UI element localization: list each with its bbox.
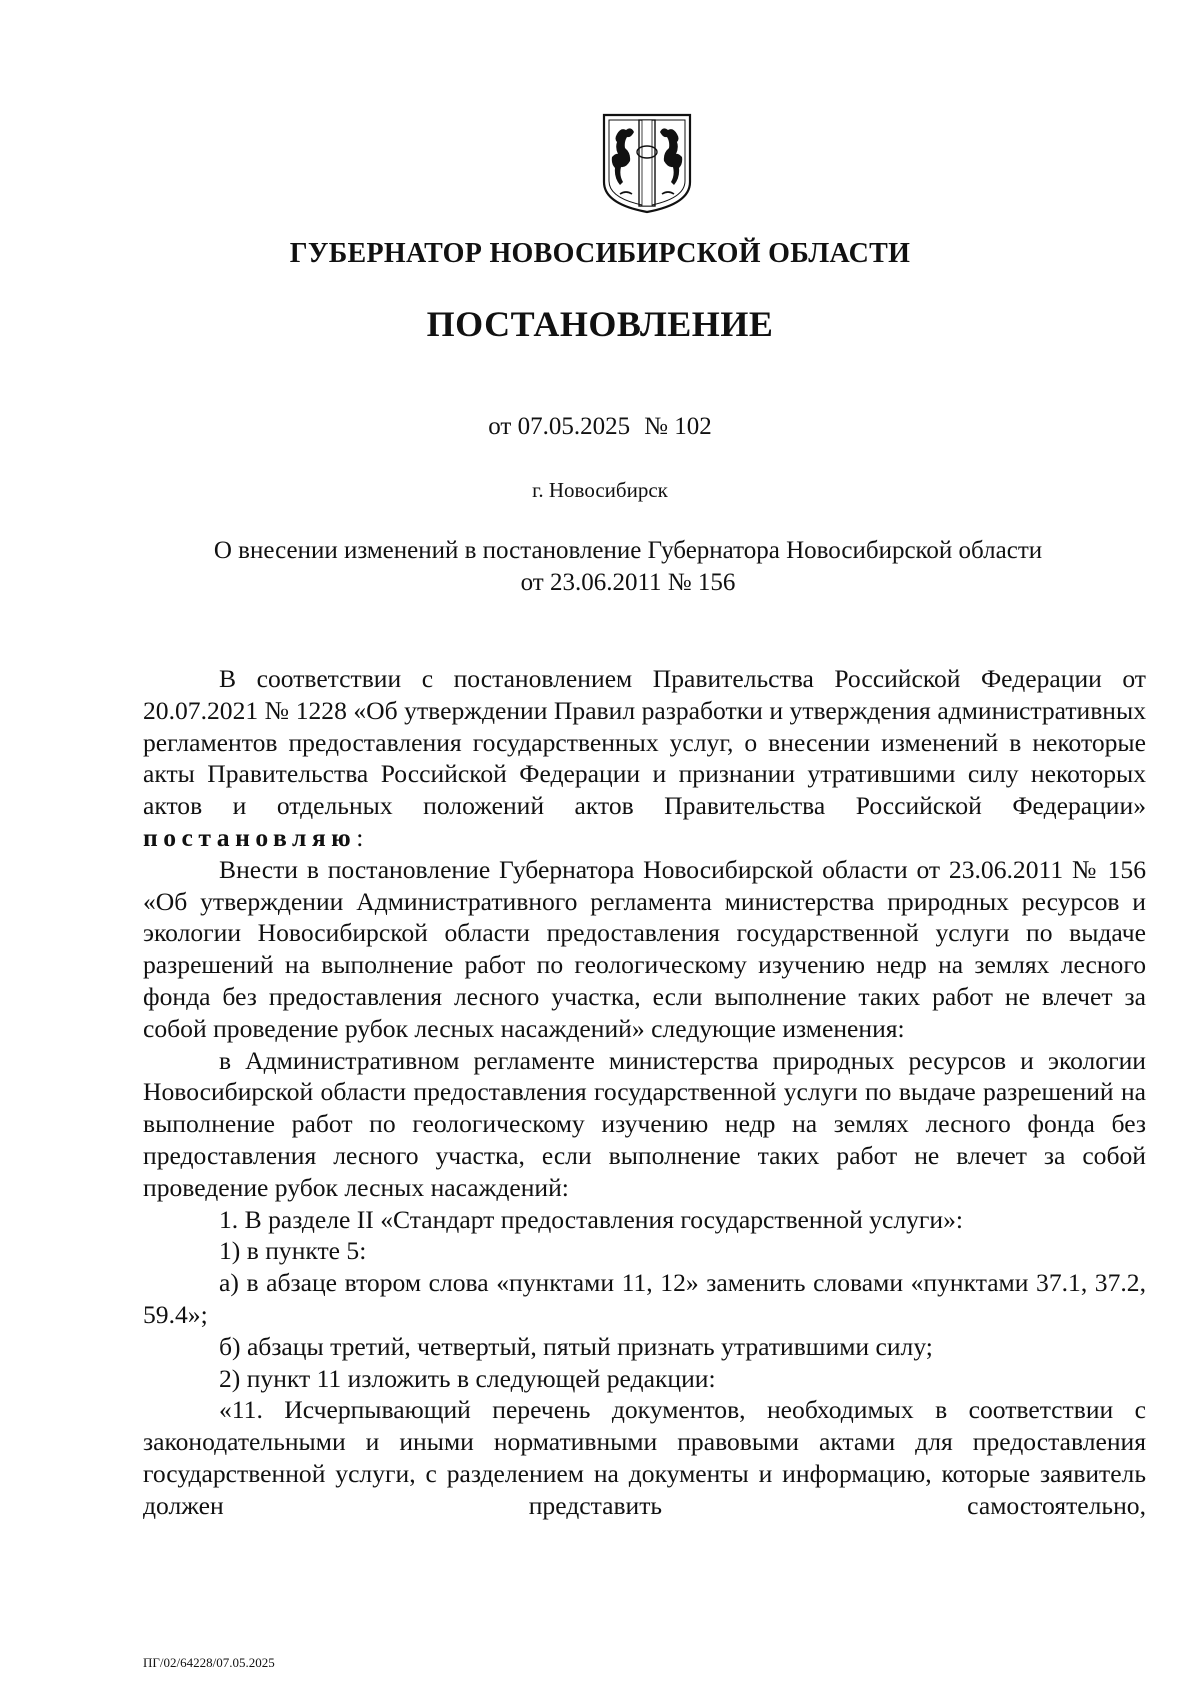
document-number-line (0, 413, 1200, 441)
footer-document-code: ПГ/02/64228/07.05.2025 (143, 1655, 275, 1670)
body-paragraph-8: 2) пункт 11 изложить в следующей редакции: (219, 1363, 716, 1393)
decree-word: постановляю (143, 822, 357, 852)
organization-title: ГУБЕРНАТОР НОВОСИБИРСКОЙ ОБЛАСТИ (289, 238, 911, 269)
body-paragraph-6: а) в абзаце втором слова «пунктами 11, 12» заменить словами «пунктами 37.1, 37.2, 59.4»; (143, 1268, 1146, 1329)
document-number: № 102 (644, 413, 712, 440)
subject-line-2: от 23.06.2011 № 156 (520, 569, 736, 596)
body-paragraph-9: «11. Исчерпывающий перечень документов, необходимых в соответствии с законодательными и иными нормативными правовыми актами для предоставления государственной услуги, с разделением на документы и информацию, которые заявитель должен представить самостоятельно, (143, 1395, 1146, 1520)
body-paragraph-2: Внести в постановление Губернатора Новосибирской области от 23.06.2011 № 156 «Об утверждении Административного регламента министерства природных ресурсов и экологии Новосибирской области предоставления государственной услуги по выдаче разрешений на выполнение работ по геологическому изучению недр на землях лесного фонда без предоставления лесного участка, если выполнение таких работ не влечет за собой проведение рубок лесных насаждений» следующие изменения: (143, 854, 1146, 1043)
body-paragraph-7: б) абзацы третий, четвертый, пятый признать утратившими силу; (219, 1331, 933, 1361)
body-paragraph-1 (143, 663, 1146, 854)
preamble-colon: : (356, 822, 364, 852)
preamble-text: В соответствии с постановлением Правительства Российской Федерации от 20.07.2021 № 1228 «Об утверждении Правил разработки и утверждения административных регламентов предоставления государственных услуг, о внесении изменений в некоторые акты Правительства Российской Федерации и признании утратившими силу некоторых актов и отдельных положений актов Правительства Российской Федерации» (143, 664, 1146, 821)
document-body (143, 663, 1146, 1522)
coat-of-arms-emblem (601, 112, 693, 214)
document-date: от 07.05.2025 (488, 413, 631, 440)
subject-line-1: О внесении изменений в постановление Губернатора Новосибирской области (213, 537, 1043, 564)
document-subject (150, 535, 1106, 599)
body-paragraph-5: 1) в пункте 5: (219, 1236, 367, 1266)
body-paragraph-4: 1. В разделе II «Стандарт предоставления государственной услуги»: (219, 1204, 963, 1234)
body-paragraph-3: в Административном регламенте министерства природных ресурсов и экологии Новосибирской области предоставления государственной услуги по выдаче разрешений на выполнение работ по геологическому изучению недр на землях лесного фонда без предоставления лесного участка, если выполнение таких работ не влечет за собой проведение рубок лесных насаждений: (143, 1045, 1146, 1202)
document-type-title: ПОСТАНОВЛЕНИЕ (426, 304, 774, 344)
document-city: г. Новосибирск (532, 478, 668, 502)
